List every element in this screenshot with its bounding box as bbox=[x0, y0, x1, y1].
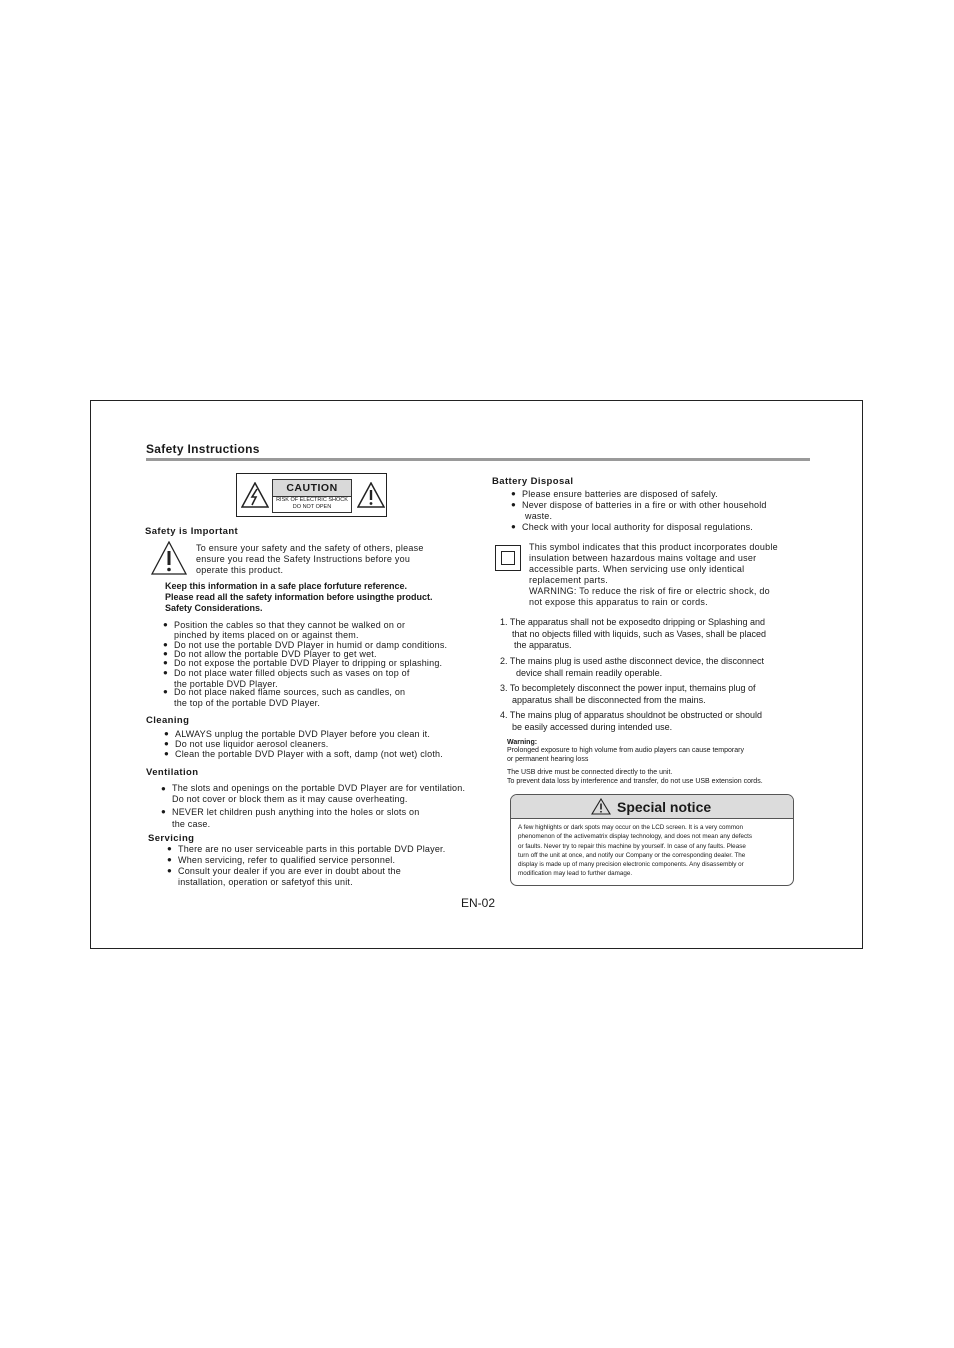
exclamation-warning-icon bbox=[357, 482, 385, 508]
list-item: 1. The apparatus shall not be exposedto dripping or Splashing and that no objects filled with liquids, such as Vases, shall be placed the apparatus. bbox=[500, 617, 766, 650]
list-item: 4. The mains plug of apparatus shouldnot be obstructed or should be easily accessed during intended use. bbox=[500, 710, 763, 732]
double-insulation-icon bbox=[495, 545, 521, 571]
list-item: ● There are no user serviceable parts in this portable DVD Player. bbox=[178, 844, 445, 855]
list-item: ● Never dispose of batteries in a fire or with other household waste. bbox=[522, 500, 767, 521]
safety-bold-notice: Keep this information in a safe place forfuture reference. Please read all the safety information before usingthe product. Safety Considerations. bbox=[165, 581, 433, 613]
page-title: Safety Instructions bbox=[146, 442, 260, 456]
page-number: EN-02 bbox=[461, 896, 496, 910]
list-item: ● Do not use liquidor aerosol cleaners. bbox=[175, 739, 328, 750]
list-item: ● Consult your dealer if you are ever in doubt about the installation, operation or safetyof this unit. bbox=[178, 866, 401, 887]
lightning-warning-icon bbox=[241, 482, 269, 508]
cleaning-heading: Cleaning bbox=[146, 715, 190, 726]
warning-triangle-icon bbox=[591, 798, 611, 815]
title-rule bbox=[146, 458, 810, 461]
ventilation-heading: Ventilation bbox=[146, 767, 199, 778]
list-item: ● Do not place water filled objects such as vases on top of the portable DVD Player. bbox=[174, 668, 410, 689]
list-item: ● Please ensure batteries are disposed of safely. bbox=[522, 489, 718, 500]
list-item: 2. The mains plug is used asthe disconnect device, the disconnect device shall remain readily operable. bbox=[500, 656, 764, 678]
list-item: ● Clean the portable DVD Player with a soft, damp (not wet) cloth. bbox=[175, 749, 443, 760]
list-item: ● Do not expose the portable DVD Player to dripping or splashing. bbox=[174, 658, 442, 669]
usb-notice: The USB drive must be connected directly to the unit. To prevent data loss by interference and transfer, do not use USB extension cords. bbox=[507, 769, 763, 785]
list-item: ● Position the cables so that they cannot be walked on or pinched by items placed on or against them. bbox=[174, 620, 405, 639]
list-item: ● Do not place naked flame sources, such as candles, on the top of the portable DVD Player. bbox=[174, 687, 405, 708]
list-item: ● NEVER let children push anything into the holes or slots on the case. bbox=[172, 806, 419, 830]
caution-label bbox=[236, 473, 387, 517]
warning-text: Prolonged exposure to high volume from audio players can cause temporary or permanent hearing loss bbox=[507, 747, 744, 763]
caution-risk-text: RISK OF ELECTRIC SHOCK DO NOT OPEN bbox=[276, 497, 348, 510]
list-item: ● Do not use the portable DVD Player in humid or damp conditions. bbox=[174, 640, 447, 651]
list-item: ● Check with your local authority for disposal regulations. bbox=[522, 522, 753, 533]
warning-heading: Warning: bbox=[507, 739, 538, 746]
caution-text: CAUTION bbox=[273, 480, 351, 497]
list-item: ● When servicing, refer to qualified service personnel. bbox=[178, 855, 395, 866]
safety-intro: To ensure your safety and the safety of others, please ensure you read the Safety Instructions before you operate this product. bbox=[196, 543, 424, 575]
special-notice-title: Special notice bbox=[617, 799, 712, 815]
safety-important-heading: Safety is Important bbox=[145, 526, 239, 537]
special-notice-text: A few highlights or dark spots may occur on the LCD screen. It is a very common phenomenon of the activematrix display technology, and does not mean any defects or faults. Never try to repair this machine by yourself. In case of any faults. Please turn off the unit at once, and notify our Company or the corresponding dealer. The display is made up of many precision electronic components. Any disassembly or modification may lead to further damage. bbox=[518, 824, 753, 878]
list-item: 3. To becompletely disconnect the power input, themains plug of apparatus shall be disconnected from the mains. bbox=[500, 683, 756, 705]
list-item: ● ALWAYS unplug the portable DVD Player before you clean it. bbox=[175, 729, 430, 740]
special-notice-box bbox=[510, 794, 794, 886]
list-item: ● Do not allow the portable DVD Player to get wet. bbox=[174, 649, 377, 660]
double-insulation-text: This symbol indicates that this product incorporates double insulation between hazardous mains voltage and user accessible parts. When servicing use only identical replacement parts. WARNING: To reduce the risk of fire or electric shock, do not expose this apparatus to rain or cords. bbox=[529, 542, 778, 607]
battery-heading: Battery Disposal bbox=[492, 476, 574, 487]
servicing-heading: Servicing bbox=[148, 833, 195, 844]
list-item: ● The slots and openings on the portable DVD Player are for ventilation. Do not cover or block them as it may cause overheating. bbox=[172, 783, 465, 805]
warning-triangle-icon bbox=[151, 541, 187, 575]
